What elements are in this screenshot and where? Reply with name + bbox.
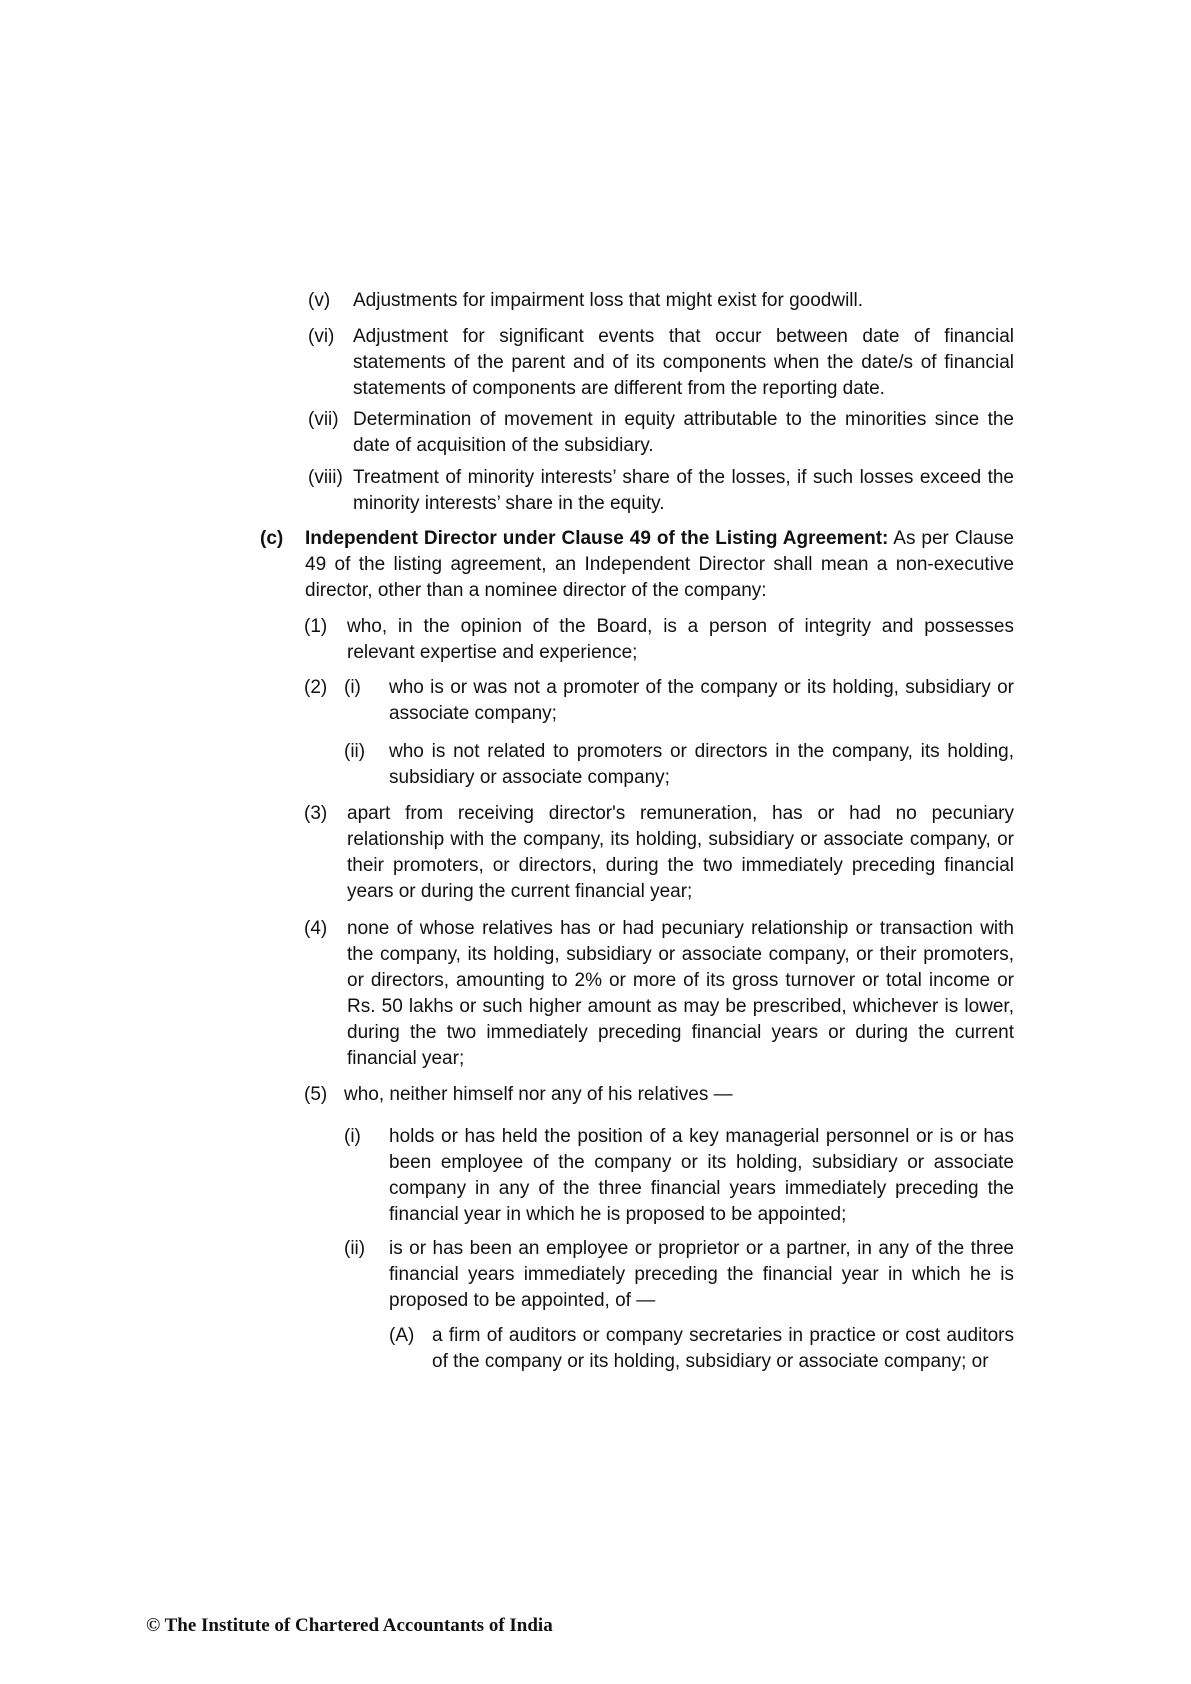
clause-5 [304,1082,1014,1108]
item-number: (viii) [308,467,343,488]
item-text: Treatment of minority interests’ share of the losses, if such losses exceed the minority interests’ share in the equity. [353,467,1014,514]
item-text: Determination of movement in equity attributable to the minorities since the date of acquisition of the subsidiary. [353,409,1014,456]
clause-number: (3) [304,803,328,824]
clause-number: (2) [304,677,328,698]
list-item-vi [308,324,1014,402]
subclause-text: is or has been an employee or proprietor or a partner, in any of the three financial years immediately preceding the financial year in which he is proposed to be appointed, of — [389,1238,1014,1311]
subclause-text: a firm of auditors or company secretaries in practice or cost auditors of the company or its holding, subsidiary or associate company; or [432,1325,1014,1372]
subclause-number: (A) [389,1325,415,1346]
clause-5-ii [344,1236,1014,1314]
section-intro-paragraph [305,526,1014,604]
subclause-number: (i) [344,1126,361,1147]
item-text: Adjustments for impairment loss that might exist for goodwill. [353,290,864,311]
copyright-footer: © The Institute of Chartered Accountants of India [146,1615,553,1636]
section-intro: As per Clause 49 of the listing agreement, an Independent Director shall mean a non-executive director, other than a nominee director of the company: [305,528,1014,601]
clause-5-i [344,1124,1014,1228]
clause-2-i [344,675,1014,727]
subclause-text: who is not related to promoters or directors in the company, its holding, subsidiary or associate company; [389,741,1014,788]
subclause-number: (ii) [344,1238,366,1259]
item-number: (vii) [308,409,339,430]
clause-2-ii [344,739,1014,791]
section-heading: Independent Director under Clause 49 of the Listing Agreement: [305,528,889,549]
list-item-vii [308,407,1014,459]
clause-4 [304,916,1014,1072]
clause-text: none of whose relatives has or had pecuniary relationship or transaction with the company, its holding, subsidiary or associate company, or their promoters, or directors, amounting to 2% or more of its gross turnover or total income or Rs. 50 lakhs or such higher amount as may be prescribed, whichever is lower, during the two immediately preceding financial years or during the current financial year; [347,918,1014,1069]
item-number: (vi) [308,326,335,347]
clause-number: (1) [304,616,328,637]
clause-1 [304,614,1014,666]
subclause-number: (i) [344,677,361,698]
clause-text: who, neither himself nor any of his relatives — [344,1084,733,1105]
clause-text: apart from receiving director's remuneration, has or had no pecuniary relationship with the company, its holding, subsidiary or associate company, or their promoters, or directors, during the two immediately preceding financial years or during the current financial year; [347,803,1014,902]
clause-number: (5) [304,1084,328,1105]
subclause-text: holds or has held the position of a key managerial personnel or is or has been employee of the company or its holding, subsidiary or associate company in any of the three financial years immediately preceding the financial year in which he is proposed to be appointed; [389,1126,1014,1225]
clause-text: who, in the opinion of the Board, is a person of integrity and possesses relevant expertise and experience; [347,616,1014,663]
list-item-viii [308,465,1014,517]
item-text: Adjustment for significant events that occur between date of financial statements of the parent and of its components when the date/s of financial statements of components are different from the reporting date. [353,326,1014,399]
section-label: (c) [260,528,284,549]
subclause-text: who is or was not a promoter of the company or its holding, subsidiary or associate company; [389,677,1014,724]
list-item-v [308,288,1014,314]
clause-3 [304,801,1014,905]
subclause-number: (ii) [344,741,366,762]
item-number: (v) [308,290,331,311]
clause-number: (4) [304,918,328,939]
clause-5-ii-A [389,1323,1014,1375]
section-c [260,526,1014,604]
